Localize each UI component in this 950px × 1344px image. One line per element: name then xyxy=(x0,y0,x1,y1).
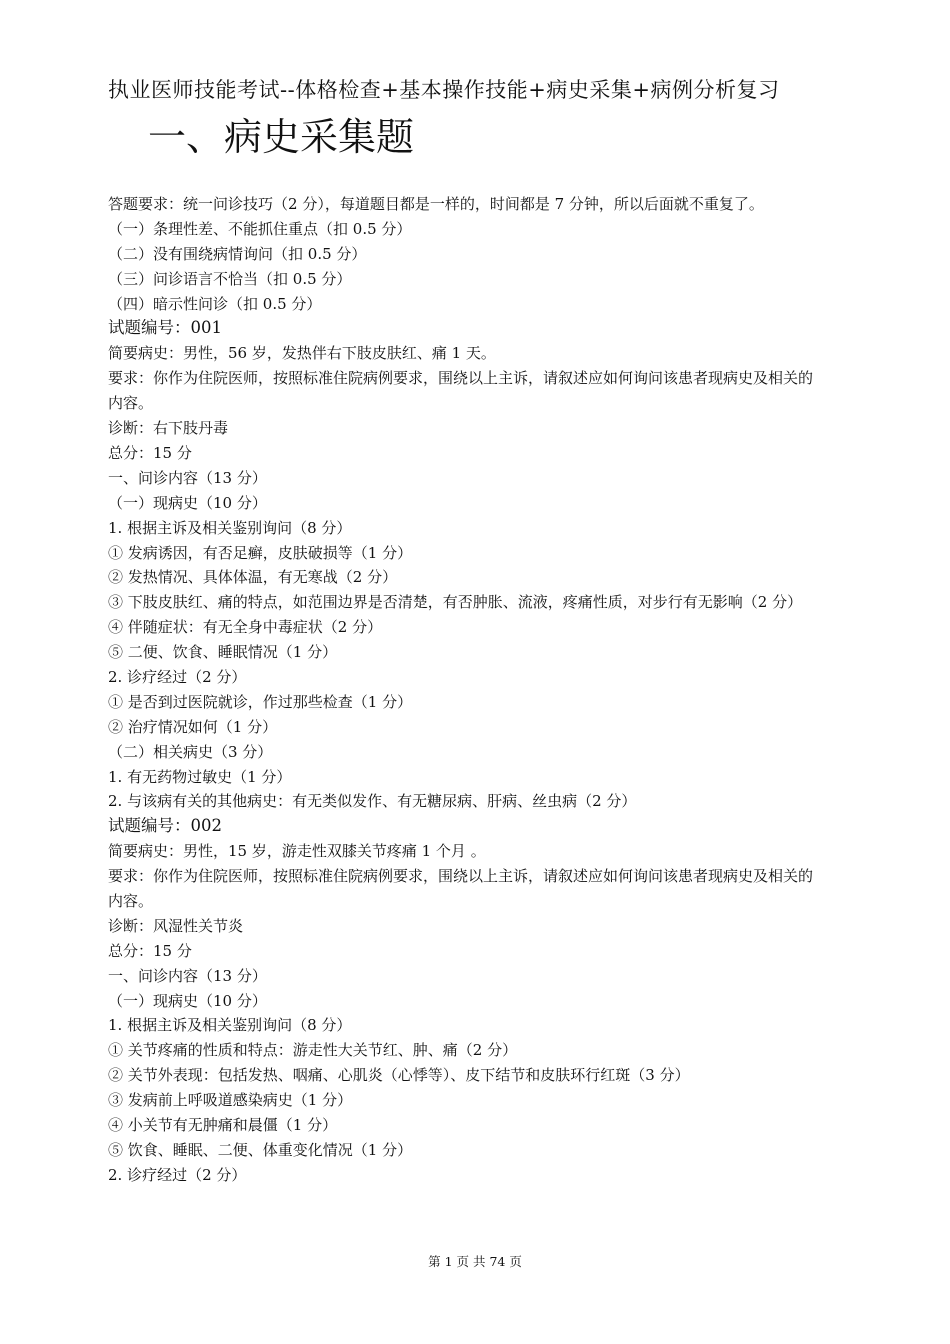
page-footer: 第 1 页 共 74 页 xyxy=(428,1254,522,1269)
text-line: 一、问诊内容（13 分） xyxy=(108,468,267,487)
text-line: ② 关节外表现：包括发热、咽痛、心肌炎（心悸等）、皮下结节和皮肤环行红斑（3 分） xyxy=(108,1066,690,1085)
text-line: 简要病史：男性，15 岁，游走性双膝关节疼痛 1 个月 。 xyxy=(108,842,486,861)
document-title: 执业医师技能考试--体格检查+基本操作技能+病史采集+病例分析复习 xyxy=(108,78,780,102)
text-line: （一）现病史（10 分） xyxy=(108,493,267,512)
text-line: 答题要求：统一问诊技巧（2 分），每道题目都是一样的，时间都是 7 分钟，所以后面就不重复了。 xyxy=(108,195,764,213)
text-line: ③ 发病前上呼吸道感染病史（1 分） xyxy=(108,1091,353,1110)
text-line: 一、问诊内容（13 分） xyxy=(108,966,267,985)
text-line: ⑤ 饮食、睡眠、二便、体重变化情况（1 分） xyxy=(108,1140,413,1159)
text-line: ② 治疗情况如何（1 分） xyxy=(108,717,278,736)
text-line: 2. 与该病有关的其他病史：有无类似发作、有无糖尿病、肝病、丝虫病（2 分） xyxy=(108,792,637,811)
document-body xyxy=(108,192,820,1188)
text-line: 要求：你作为住院医师，按照标准住院病例要求，围绕以上主诉，请叙述应如何询问该患者现病史及相关的内容。 xyxy=(108,369,814,413)
text-line: 1. 有无药物过敏史（1 分） xyxy=(108,767,292,786)
text-line: 试题编号：002 xyxy=(108,816,222,836)
text-line: ① 关节疼痛的性质和特点：游走性大关节红、肿、痛（2 分） xyxy=(108,1041,518,1060)
section-heading: 一、病史采集题 xyxy=(148,115,415,159)
text-line: 试题编号：001 xyxy=(108,318,222,338)
text-line: 1. 根据主诉及相关鉴别询问（8 分） xyxy=(108,518,352,537)
text-line: （一）现病史（10 分） xyxy=(108,991,267,1010)
text-line: ① 发病诱因，有否足癣，皮肤破损等（1 分） xyxy=(108,543,413,562)
text-line: （二）相关病史（3 分） xyxy=(108,742,273,761)
text-line: 总分：15 分 xyxy=(108,941,192,960)
text-line: （四）暗示性问诊（扣 0.5 分） xyxy=(108,294,322,313)
text-line: 要求：你作为住院医师，按照标准住院病例要求，围绕以上主诉，请叙述应如何询问该患者现病史及相关的内容。 xyxy=(108,867,814,911)
text-line: 2. 诊疗经过（2 分） xyxy=(108,1165,247,1184)
text-line: ④ 伴随症状：有无全身中毒症状（2 分） xyxy=(108,618,383,637)
text-line: 总分：15 分 xyxy=(108,443,192,462)
text-line: 诊断：右下肢丹毒 xyxy=(108,419,229,438)
text-line: 2. 诊疗经过（2 分） xyxy=(108,667,247,686)
text-line: 诊断：风湿性关节炎 xyxy=(108,916,244,935)
text-line: ③ 下肢皮肤红、痛的特点，如范围边界是否清楚，有否肿胀、流液，疼痛性质，对步行有无影响（2 分） xyxy=(108,593,803,612)
text-line: （二）没有围绕病情询问（扣 0.5 分） xyxy=(108,244,367,263)
text-line: 简要病史：男性，56 岁，发热伴右下肢皮肤红、痛 1 天。 xyxy=(108,344,496,363)
text-line: ① 是否到过医院就诊，作过那些检查（1 分） xyxy=(108,692,413,711)
text-line: ⑤ 二便、饮食、睡眠情况（1 分） xyxy=(108,643,338,662)
text-line: 1. 根据主诉及相关鉴别询问（8 分） xyxy=(108,1016,352,1035)
text-line: ④ 小关节有无肿痛和晨僵（1 分） xyxy=(108,1116,338,1135)
text-line: （一）条理性差、不能抓住重点（扣 0.5 分） xyxy=(108,219,412,238)
text-line: （三）问诊语言不恰当（扣 0.5 分） xyxy=(108,269,352,288)
text-line: ② 发热情况、具体体温，有无寒战（2 分） xyxy=(108,568,398,587)
